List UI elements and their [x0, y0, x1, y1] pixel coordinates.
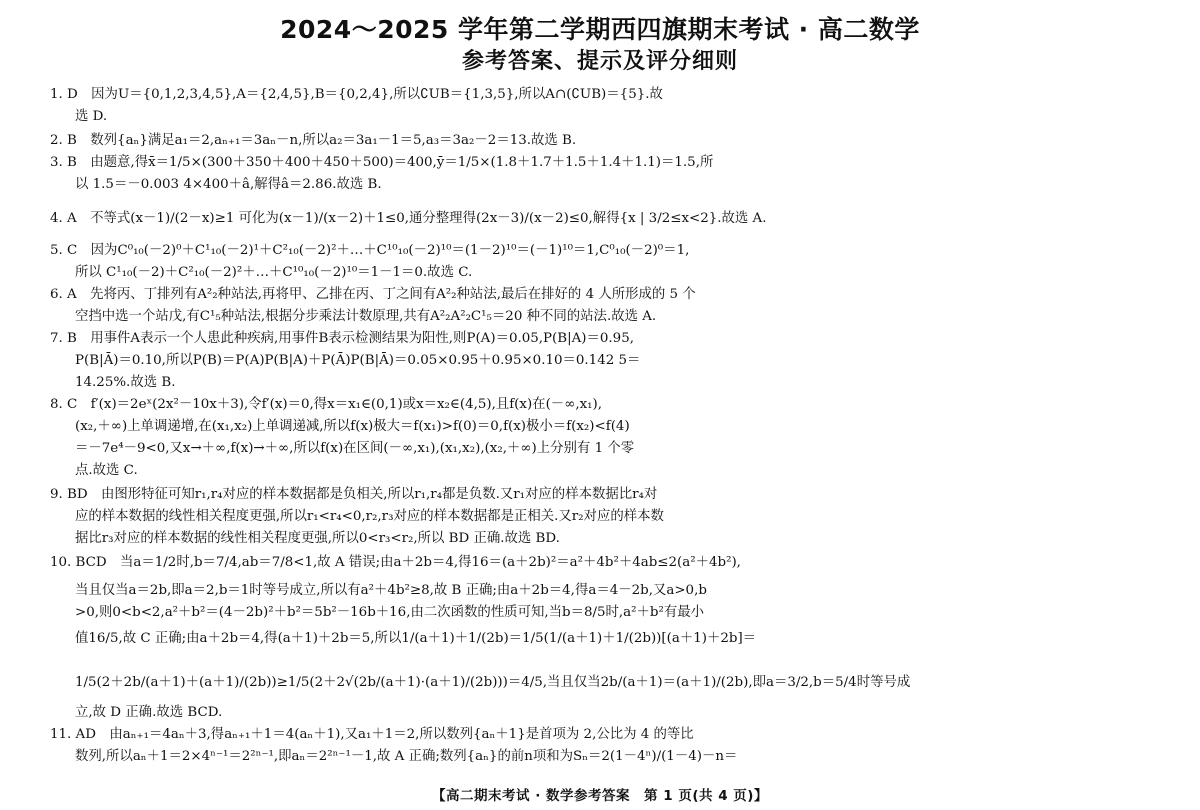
answer-line: 所以 C¹₁₀(－2)＋C²₁₀(－2)²＋…＋C¹⁰₁₀(－2)¹⁰＝1－1＝0.故选 C.: [75, 265, 473, 280]
answer-line: 1. D 因为U＝{0,1,2,3,4,5},A＝{2,4,5},B＝{0,2,4},所以∁UB＝{1,3,5},所以A∩(∁UB)＝{5}.故: [50, 87, 663, 102]
answer-line: 空挡中选一个站戊,有C¹₅种站法,根据分步乘法计数原理,共有A²₂A²₂C¹₅＝20 种不同的站法.故选 A.: [75, 309, 657, 324]
answer-line: 以 1.5＝－0.003 4×400＋â,解得â＝2.86.故选 B.: [75, 177, 382, 192]
answer-line: P(B|Ā)＝0.10,所以P(B)＝P(A)P(B|A)＋P(Ā)P(B|Ā)＝0.05×0.95＋0.95×0.10＝0.142 5＝: [75, 353, 641, 368]
answer-line: 2. B 数列{aₙ}满足a₁＝2,aₙ₊₁＝3aₙ－n,所以a₂＝3a₁－1＝5,a₃＝3a₂－2＝13.故选 B.: [50, 133, 577, 148]
answer-line: 数列,所以aₙ＋1＝2×4ⁿ⁻¹＝2²ⁿ⁻¹,即aₙ＝2²ⁿ⁻¹－1,故 A 正确;数列{aₙ}的前n项和为Sₙ＝2(1－4ⁿ)/(1－4)－n＝: [75, 749, 738, 764]
answer-line: 9. BD 由图形特征可知r₁,r₄对应的样本数据都是负相关,所以r₁,r₄都是负数.又r₁对应的样本数据比r₄对: [50, 487, 658, 502]
answer-line: 据比r₃对应的样本数据的线性相关程度更强,所以0<r₃<r₂,所以 BD 正确.故选 BD.: [75, 531, 560, 546]
answer-line: 10. BCD 当a＝1/2时,b＝7/4,ab＝7/8<1,故 A 错误;由a＋2b＝4,得16＝(a＋2b)²＝a²＋4b²＋4ab≤2(a²＋4b²),: [50, 555, 741, 570]
answer-line: 14.25%.故选 B.: [75, 375, 176, 390]
answer-line: 1/5(2＋2b/(a＋1)＋(a＋1)/(2b))≥1/5(2＋2√(2b/(a＋1)·(a＋1)/(2b)))＝4/5,当且仅当2b/(a＋1)＝(a＋1)/(2b),即a＝3/2,b＝5/4时等号成: [75, 675, 911, 690]
answer-line: 6. A 先将丙、丁排列有A²₂种站法,再将甲、乙排在丙、丁之间有A²₂种站法,最后在排好的 4 人所形成的 5 个: [50, 287, 696, 302]
answer-line: 当且仅当a＝2b,即a＝2,b＝1时等号成立,所以有a²＋4b²≥8,故 B 正确;由a＋2b＝4,得a＝4－2b,又a>0,b: [75, 583, 707, 598]
answer-line: 4. A 不等式(x－1)/(2－x)≥1 可化为(x－1)/(x－2)＋1≤0,通分整理得(2x－3)/(x－2)≤0,解得{x | 3/2≤x<2}.故选 A.: [50, 211, 767, 226]
answer-line: 立,故 D 正确.故选 BCD.: [75, 705, 223, 720]
answer-line: >0,则0<b<2,a²＋b²＝(4－2b)²＋b²＝5b²－16b＋16,由二次函数的性质可知,当b＝8/5时,a²＋b²有最小: [75, 605, 705, 620]
answer-line: (x₂,＋∞)上单调递增,在(x₁,x₂)上单调递减,所以f(x)极大＝f(x₁)>f(0)＝0,f(x)极小＝f(x₂)<f(4): [75, 419, 630, 434]
page-footer: 【高二期末考试 · 数学参考答案 第 1 页(共 4 页)】: [432, 788, 768, 804]
answer-line: 5. C 因为C⁰₁₀(－2)⁰＋C¹₁₀(－2)¹＋C²₁₀(－2)²＋…＋C¹⁰₁₀(－2)¹⁰＝(1－2)¹⁰＝(－1)¹⁰＝1,C⁰₁₀(－2)⁰＝1,: [50, 243, 690, 258]
answer-line: 应的样本数据的线性相关程度更强,所以r₁<r₄<0,r₂,r₃对应的样本数据都是正相关.又r₂对应的样本数: [75, 509, 664, 524]
answer-line: ＝－7e⁴－9<0,又x→＋∞,f(x)→＋∞,所以f(x)在区间(－∞,x₁),(x₁,x₂),(x₂,＋∞)上分别有 1 个零: [75, 441, 635, 456]
document-subtitle: 参考答案、提示及评分细则: [461, 49, 738, 74]
answer-line: 11. AD 由aₙ₊₁＝4aₙ＋3,得aₙ₊₁＋1＝4(aₙ＋1),又a₁＋1＝2,所以数列{aₙ＋1}是首项为 2,公比为 4 的等比: [50, 727, 694, 742]
document-title: 2024～2025 学年第二学期西四旗期末考试 · 高二数学: [280, 15, 920, 44]
answer-line: 选 D.: [75, 109, 108, 124]
answer-line: 3. B 由题意,得x̄＝1/5×(300＋350＋400＋450＋500)＝400,ȳ＝1/5×(1.8＋1.7＋1.5＋1.4＋1.1)＝1.5,所: [50, 155, 714, 170]
answer-line: 点.故选 C.: [75, 463, 138, 478]
answer-line: 8. C f′(x)＝2eˣ(2x²－10x＋3),令f′(x)＝0,得x＝x₁∈(0,1)或x＝x₂∈(4,5),且f(x)在(－∞,x₁),: [50, 397, 603, 412]
answer-line: 7. B 用事件A表示一个人患此种疾病,用事件B表示检测结果为阳性,则P(A)＝0.05,P(B|A)＝0.95,: [50, 331, 634, 346]
answer-line: 值16/5,故 C 正确;由a＋2b＝4,得(a＋1)＋2b＝5,所以1/(a＋1)＋1/(2b)＝1/5(1/(a＋1)＋1/(2b))[(a＋1)＋2b]＝: [75, 631, 757, 646]
